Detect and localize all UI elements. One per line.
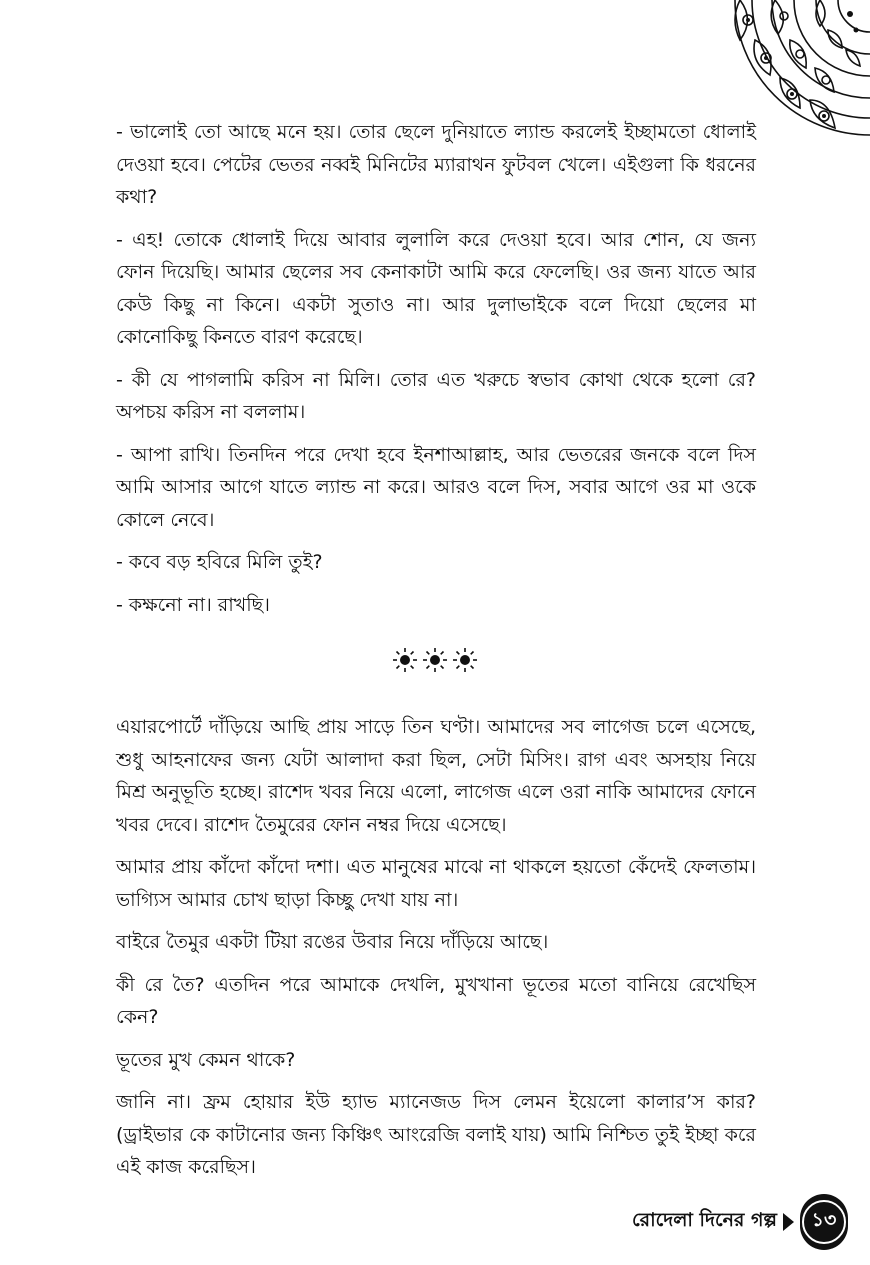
paragraph: ভূতের মুখ কেমন থাকে? <box>116 1048 296 1071</box>
sun-icon <box>393 648 417 672</box>
paragraph: - কক্ষনো না। রাখছি। <box>116 593 270 616</box>
paragraph: জানি না। ফ্রম হোয়ার ইউ হ্যাভ ম্যানেজড দিস লেমন ইয়েলো কালার’স কার? (ড্রাইভার কে কাটানোর জন্য কিঞ্চিৎ আংরেজি বলাই যায়) আমি নিশ্চিত তুই ইচ্ছা করে এই কাজ করেছিস। <box>116 1091 756 1178</box>
book-title: রোদেলা দিনের গল্প <box>631 1209 777 1231</box>
paragraph: - কবে বড় হবিরে মিলি তুই? <box>116 551 323 573</box>
body-text-top <box>116 116 756 631</box>
paragraph: কী রে তৈ? এতদিন পরে আমাকে দেখলি, মুখখানা ভূতের মতো বানিয়ে রেখেছিস কেন? <box>116 973 756 1028</box>
page-number-badge <box>800 1194 848 1250</box>
paragraph: আমার প্রায় কাঁদো কাঁদো দশা। এত মানুষের মাঝে না থাকলে হয়তো কেঁদেই ফেলতাম। ভাগ্যিস আমার চোখ ছাড়া কিচ্ছু দেখা যায় না। <box>116 856 756 911</box>
page-footer <box>632 1192 848 1252</box>
paragraph: - এহ! তোকে ধোলাই দিয়ে আবার লুলালি করে দেওয়া হবে। আর শোন, যে জন্য ফোন দিয়েছি। আমার ছেলের সব কেনাকাটা আমি করে ফেলেছি। ওর জন্য যাতে আর কেউ কিছু না কিনে। একটা সুতাও না। আর দুলাভাইকে বলে দিয়ো ছেলের মা কোনোকিছু কিনতে বারণ করেছে। <box>116 228 756 348</box>
paragraph: এয়ারপোর্টে দাঁড়িয়ে আছি প্রায় সাড়ে তিন ঘণ্টা। আমাদের সব লাগেজ চলে এসেছে, শুধু আহনাফের জন্য যেটা আলাদা করা ছিল, সেটা মিসিং। রাগ এবং অসহায় নিয়ে মিশ্র অনুভূতি হচ্ছে। রাশেদ খবর নিয়ে এলো, লাগেজ এলে ওরা নাকি আমাদের ফোনে খবর দেবে। রাশেদ তৈমুরের ফোন নম্বর দিয়ে এসেছে। <box>116 716 756 836</box>
paragraph: - আপা রাখি। তিনদিন পরে দেখা হবে ইনশাআল্লাহ, আর ভেতরের জনকে বলে দিস আমি আসার আগে যাতে ল্যান্ড না করে। আরও বলে দিস, সবার আগে ওর মা ওকে কোলে নেবে। <box>116 443 756 531</box>
paragraph: বাইরে তৈমুর একটা টিয়া রঙের উবার নিয়ে দাঁড়িয়ে আছে। <box>116 931 549 953</box>
sun-icon <box>453 648 477 672</box>
section-separator <box>0 646 870 674</box>
page-number: ১৩ <box>811 1209 837 1231</box>
sun-icon <box>423 648 447 672</box>
body-text-bottom <box>116 711 756 1194</box>
paragraph: - কী যে পাগলামি করিস না মিলি। তোর এত খরুচে স্বভাব কোথা থেকে হলো রে? অপচয় করিস না বললাম। <box>116 368 756 423</box>
paragraph: - ভালোই তো আছে মনে হয়। তোর ছেলে দুনিয়াতে ল্যান্ড করলেই ইচ্ছামতো ধোলাই দেওয়া হবে। পেটের ভেতর নব্বই মিনিটের ম্যারাথন ফুটবল খেলে। এইগুলা কি ধরনের কথা? <box>116 121 756 208</box>
triangle-right-icon <box>783 1213 794 1231</box>
